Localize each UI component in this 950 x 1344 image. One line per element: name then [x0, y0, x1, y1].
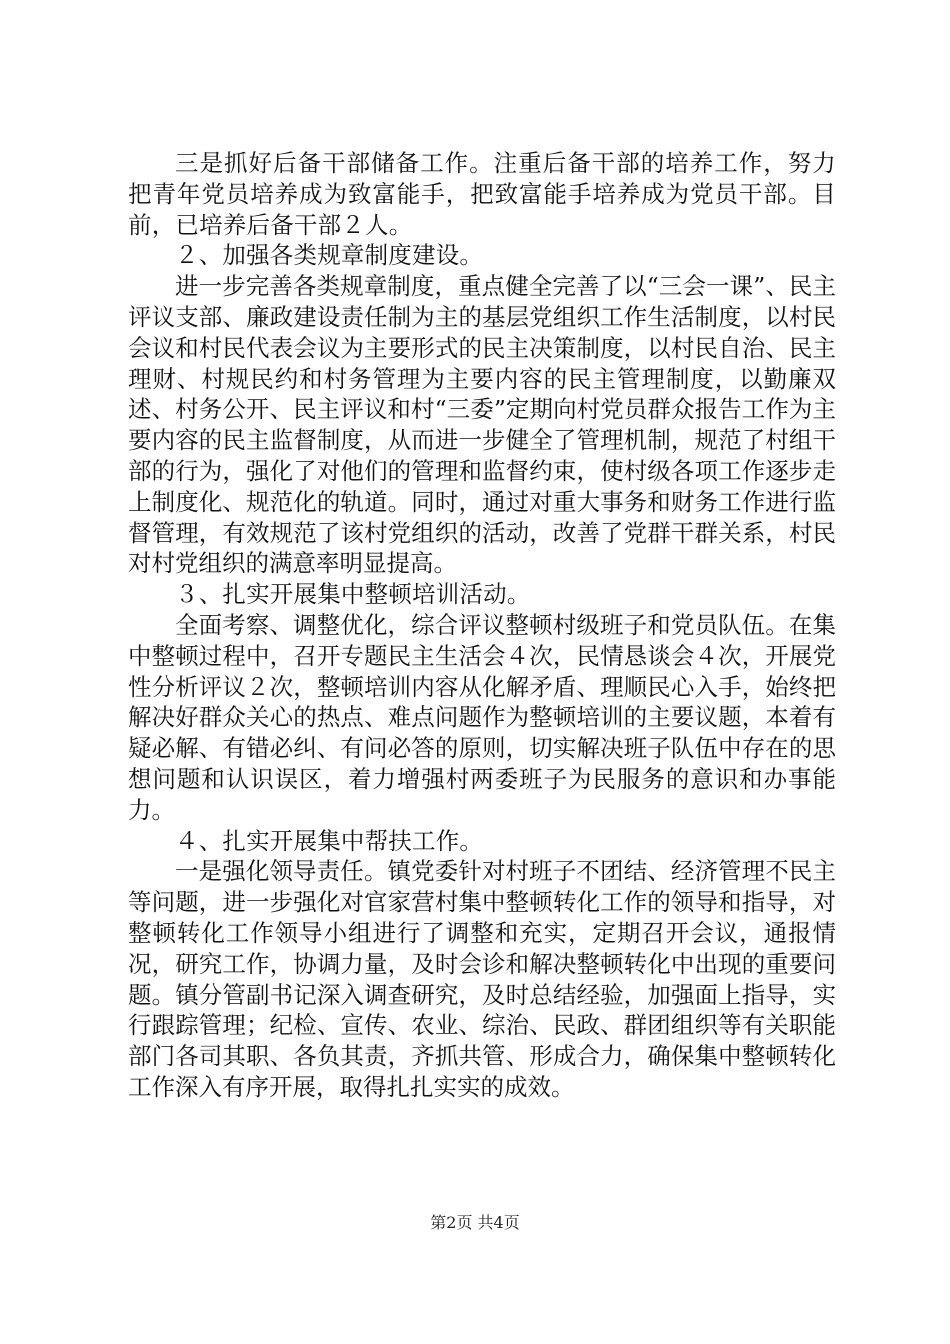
page-footer: 第2页 共4页	[430, 1213, 520, 1232]
paragraph-assistance-work: 一是强化领导责任。镇党委针对村班子不团结、经济管理不民主等问题，进一步强化对官家营村集中整顿转化工作的领导和指导，对整顿转化工作领导小组进行了调整和充实，定期召开会议，通报情况，研究工作，协调力量，及时会诊和解决整顿转化中出现的重要问题。镇分管副书记深入调查研究，及时总结经验，加强面上指导，实行跟踪管理；纪检、宣传、农业、综治、民政、群团组织等有关职能部门各司其职、各负其责，齐抓共管、形成合力，确保集中整顿转化工作深入有序开展，取得扎扎实实的成效。	[128, 857, 836, 1101]
heading-assistance-work: ４、扎实开展集中帮扶工作。	[175, 826, 484, 855]
heading-rules-construction: ２、加强各类规章制度建设。	[175, 241, 484, 270]
paragraph-backup-cadres: 三是抓好后备干部储备工作。注重后备干部的培养工作，努力把青年党员培养成为致富能手，把致富能手培养成为党员干部。目前，已培养后备干部２人。	[128, 149, 836, 239]
paragraph-rules-construction: 进一步完善各类规章制度，重点健全完善了以“三会一课”、民主评议支部、廉政建设责任制为主的基层党组织工作生活制度，以村民会议和村民代表会议为主要形式的民主决策制度，以村民自治、民主理财、村规民约和村务管理为主要内容的民主管理制度，以勤廉双述、村务公开、民主评议和村“三委”定期向村党员群众报告工作为主要内容的民主监督制度，从而进一步健全了管理机制，规范了村组干部的行为，强化了对他们的管理和监督约束，使村级各项工作逐步走上制度化、规范化的轨道。同时，通过对重大事务和财务工作进行监督管理，有效规范了该村党组织的活动，改善了党群干群关系，村民对村党组织的满意率明显提高。	[128, 272, 836, 578]
document-body	[128, 148, 836, 1103]
heading-rectification-training: ３、扎实开展集中整顿培训活动。	[175, 580, 531, 609]
paragraph-rectification-training: 全面考察、调整优化，综合评议整顿村级班子和党员队伍。在集中整顿过程中，召开专题民主生活会４次，民情恳谈会４次，开展党性分析评议２次，整顿培训内容从化解矛盾、理顺民心入手，始终把解决好群众关心的热点、难点问题作为整顿培训的主要议题，本着有疑必解、有错必纠、有问必答的原则，切实解决班子队伍中存在的思想问题和认识误区，着力增强村两委班子为民服务的意识和办事能力。	[128, 610, 836, 824]
